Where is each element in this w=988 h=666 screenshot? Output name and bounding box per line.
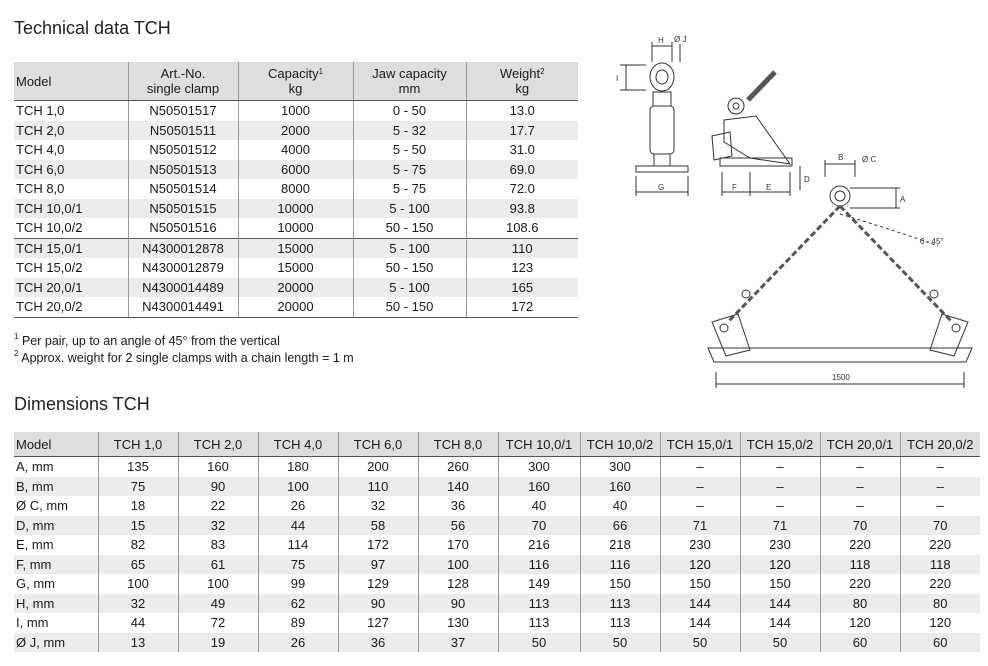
table-cell: 97 <box>338 555 418 575</box>
table-cell: 26 <box>258 496 338 516</box>
table-cell: 200 <box>338 457 418 477</box>
table-cell: 150 <box>740 574 820 594</box>
table-cell: 160 <box>178 457 258 477</box>
header-model-column: TCH 20,0/1 <box>820 432 900 457</box>
dim-label-j: Ø J <box>674 35 687 44</box>
header-model-column: TCH 15,0/2 <box>740 432 820 457</box>
model-cell: TCH 6,0 <box>14 160 128 180</box>
table-cell: – <box>820 457 900 477</box>
table-row <box>14 140 578 160</box>
table-cell: 37 <box>418 633 498 653</box>
table-cell: N4300012879 <box>128 258 238 278</box>
table-row <box>14 633 980 653</box>
table-cell: 118 <box>900 555 980 575</box>
table-cell: 220 <box>820 574 900 594</box>
table-cell: 15000 <box>238 238 353 258</box>
table-cell: 50 <box>660 633 740 653</box>
table-cell: 144 <box>660 613 740 633</box>
technical-data-title: Technical data TCH <box>14 18 171 38</box>
table-cell: 72 <box>178 613 258 633</box>
table-cell: 56 <box>418 516 498 536</box>
table-cell: 144 <box>740 613 820 633</box>
table-cell: 100 <box>178 574 258 594</box>
table-cell: 150 <box>580 574 660 594</box>
table-cell: 20000 <box>238 278 353 298</box>
model-cell: TCH 15,0/1 <box>14 238 128 258</box>
table-cell: – <box>900 457 980 477</box>
table-cell: 5 - 75 <box>353 179 466 199</box>
table-cell: 165 <box>466 278 578 298</box>
table-header-row <box>14 62 578 101</box>
table-cell: 144 <box>660 594 740 614</box>
table-cell: 49 <box>178 594 258 614</box>
header-model-column: TCH 15,0/1 <box>660 432 740 457</box>
table-row <box>14 516 980 536</box>
table-cell: 60 <box>820 633 900 653</box>
table-cell: 50 <box>580 633 660 653</box>
table-cell: 61 <box>178 555 258 575</box>
table-cell: 160 <box>580 477 660 497</box>
header-model: Model <box>14 432 98 457</box>
table-cell: 15 <box>98 516 178 536</box>
table-cell: 44 <box>98 613 178 633</box>
table-row <box>14 457 980 477</box>
table-cell: 5 - 75 <box>353 160 466 180</box>
table-row <box>14 179 578 199</box>
table-cell: N4300012878 <box>128 238 238 258</box>
table-cell: 18 <box>98 496 178 516</box>
table-cell: 80 <box>900 594 980 614</box>
table-row <box>14 574 980 594</box>
table-cell: 6000 <box>238 160 353 180</box>
header-model-column: TCH 4,0 <box>258 432 338 457</box>
table-cell: 120 <box>820 613 900 633</box>
table-cell: 110 <box>466 238 578 258</box>
angle-label: 0 - 45° <box>920 237 944 246</box>
table-row <box>14 121 578 141</box>
table-cell: 110 <box>338 477 418 497</box>
dimension-label-cell: G, mm <box>16 576 55 592</box>
table-cell: 20000 <box>238 297 353 317</box>
table-cell: N50501515 <box>128 199 238 219</box>
table-cell: 66 <box>580 516 660 536</box>
table-cell: N50501517 <box>128 101 238 121</box>
table-cell: N50501511 <box>128 121 238 141</box>
dim-label-f: F <box>732 183 737 192</box>
table-cell: 32 <box>178 516 258 536</box>
table-row <box>14 218 578 238</box>
dimensions-title: Dimensions TCH <box>14 394 150 414</box>
table-row <box>14 238 578 258</box>
table-cell: 15000 <box>238 258 353 278</box>
model-cell: TCH 15,0/2 <box>16 260 83 276</box>
table-cell: 230 <box>740 535 820 555</box>
table-cell: 114 <box>258 535 338 555</box>
table-row <box>14 199 578 219</box>
clamp-side-view <box>620 42 688 196</box>
table-cell: 36 <box>418 496 498 516</box>
dimension-label-cell: E, mm <box>16 537 54 553</box>
header-model-column: TCH 1,0 <box>98 432 178 457</box>
table-cell: 218 <box>580 535 660 555</box>
table-cell: 220 <box>900 574 980 594</box>
table-cell: – <box>660 457 740 477</box>
model-cell: TCH 10,0/1 <box>14 199 128 219</box>
table-cell: 99 <box>258 574 338 594</box>
table-cell: 120 <box>660 555 740 575</box>
header-model-column: TCH 10,0/1 <box>498 432 580 457</box>
clamp-front-view <box>712 72 800 196</box>
table-cell: – <box>820 496 900 516</box>
table-cell: 1000 <box>238 101 353 121</box>
model-cell: TCH 2,0 <box>14 121 128 141</box>
table-cell: N50501516 <box>128 218 238 238</box>
table-cell: 129 <box>338 574 418 594</box>
clamp-technical-drawing <box>600 32 980 392</box>
table-cell: 140 <box>418 477 498 497</box>
table-cell: 50 - 150 <box>353 218 466 238</box>
table-cell: 70 <box>498 516 580 536</box>
dim-label-e: E <box>766 183 772 192</box>
table-cell: 22 <box>178 496 258 516</box>
table-cell: 31.0 <box>466 140 578 160</box>
table-row <box>14 535 980 555</box>
table-row <box>14 258 578 278</box>
footnote-2: $^2$ Approx. weight for 2 single clamps with a chain length = 1 m <box>14 349 354 365</box>
dim-label-a: A <box>900 195 906 204</box>
table-cell: 13 <box>98 633 178 653</box>
table-cell: 150 <box>660 574 740 594</box>
table-cell: 220 <box>900 535 980 555</box>
table-cell: N50501512 <box>128 140 238 160</box>
header-jaw-capacity: Jaw capacity mm <box>353 62 466 101</box>
table-cell: 90 <box>178 477 258 497</box>
table-cell: 123 <box>466 258 578 278</box>
table-cell: 71 <box>660 516 740 536</box>
table-cell: – <box>820 477 900 497</box>
model-cell: TCH 4,0 <box>16 142 65 158</box>
table-cell: – <box>740 496 820 516</box>
table-cell: 2000 <box>238 121 353 141</box>
table-cell: – <box>900 477 980 497</box>
table-cell: 230 <box>660 535 740 555</box>
table-cell: 17.7 <box>466 121 578 141</box>
table-cell: 72.0 <box>466 179 578 199</box>
table-cell: 127 <box>338 613 418 633</box>
table-cell: 0 - 50 <box>353 101 466 121</box>
table-cell: 10000 <box>238 218 353 238</box>
table-cell: 44 <box>258 516 338 536</box>
table-cell: 50 <box>740 633 820 653</box>
table-cell: 90 <box>418 594 498 614</box>
table-cell: 10000 <box>238 199 353 219</box>
dimension-label-cell: B, mm <box>14 477 98 497</box>
dim-label-h: H <box>658 36 664 45</box>
table-cell: 170 <box>418 535 498 555</box>
table-cell: 71 <box>740 516 820 536</box>
table-cell: 300 <box>580 457 660 477</box>
table-cell: 83 <box>178 535 258 555</box>
table-cell: 116 <box>580 555 660 575</box>
table-cell: 120 <box>740 555 820 575</box>
table-cell: – <box>660 477 740 497</box>
table-cell: 82 <box>98 535 178 555</box>
table-cell: 89 <box>258 613 338 633</box>
table-header-row <box>14 432 980 457</box>
table-cell: 108.6 <box>466 218 578 238</box>
table-cell: 120 <box>900 613 980 633</box>
dimension-label-cell: A, mm <box>16 459 54 475</box>
table-cell: 5 - 100 <box>353 199 466 219</box>
technical-data-table <box>14 62 578 318</box>
dimensions-table <box>14 432 980 652</box>
table-cell: 4000 <box>238 140 353 160</box>
table-cell: N4300014489 <box>128 278 238 298</box>
table-cell: 50 - 150 <box>353 297 466 317</box>
table-cell: 8000 <box>238 179 353 199</box>
table-cell: 220 <box>820 535 900 555</box>
table-cell: 160 <box>498 477 580 497</box>
table-cell: 128 <box>418 574 498 594</box>
header-art-no: Art.-No. single clamp <box>128 62 238 101</box>
table-cell: 70 <box>900 516 980 536</box>
table-cell: 180 <box>258 457 338 477</box>
table-cell: 19 <box>178 633 258 653</box>
header-model-column: TCH 6,0 <box>338 432 418 457</box>
table-cell: 60 <box>900 633 980 653</box>
dimension-label-cell: I, mm <box>16 615 49 631</box>
table-cell: 100 <box>98 574 178 594</box>
header-model-column: TCH 8,0 <box>418 432 498 457</box>
table-cell: 69.0 <box>466 160 578 180</box>
table-cell: 70 <box>820 516 900 536</box>
footnote-1: $^1$ Per pair, up to an angle of 45° from the vertical <box>14 332 280 348</box>
table-cell: 32 <box>338 496 418 516</box>
table-cell: 26 <box>258 633 338 653</box>
table-cell: N4300014491 <box>128 297 238 317</box>
table-cell: 75 <box>258 555 338 575</box>
model-cell: TCH 8,0 <box>16 181 65 197</box>
dim-label-i: I <box>616 74 619 83</box>
header-model: Model <box>14 62 128 101</box>
header-model-column: TCH 10,0/2 <box>580 432 660 457</box>
table-cell: 90 <box>338 594 418 614</box>
table-cell: 5 - 50 <box>353 140 466 160</box>
model-cell: TCH 20,0/1 <box>14 278 128 298</box>
header-capacity: Capacity$^1$ kg <box>238 62 353 101</box>
table-cell: 130 <box>418 613 498 633</box>
table-cell: 36 <box>338 633 418 653</box>
table-cell: 100 <box>418 555 498 575</box>
header-weight: Weight$^2$ kg <box>466 62 578 101</box>
dimension-label-cell: F, mm <box>14 555 98 575</box>
table-cell: 5 - 32 <box>353 121 466 141</box>
table-cell: 172 <box>466 297 578 317</box>
table-cell: 113 <box>498 613 580 633</box>
table-cell: 135 <box>98 457 178 477</box>
table-cell: 40 <box>498 496 580 516</box>
table-cell: 50 <box>498 633 580 653</box>
table-cell: 5 - 100 <box>353 278 466 298</box>
dimension-label-cell: D, mm <box>14 516 98 536</box>
dimension-label-cell: Ø J, mm <box>14 633 98 653</box>
model-cell: TCH 20,0/2 <box>14 297 128 317</box>
model-cell: TCH 1,0 <box>16 103 65 119</box>
header-model-column: TCH 2,0 <box>178 432 258 457</box>
table-cell: 32 <box>98 594 178 614</box>
table-cell: – <box>900 496 980 516</box>
table-row <box>14 477 980 497</box>
table-row <box>14 496 980 516</box>
table-cell: 5 - 100 <box>353 238 466 258</box>
dimension-label-cell: Ø C, mm <box>16 498 68 514</box>
header-model-column: TCH 20,0/2 <box>900 432 980 457</box>
table-cell: 113 <box>580 613 660 633</box>
clamp-pair-view <box>708 160 972 388</box>
table-row <box>14 613 980 633</box>
model-cell: TCH 10,0/2 <box>16 220 83 236</box>
span-label: 1500 <box>832 373 850 382</box>
table-row <box>14 555 980 575</box>
dim-label-c: Ø C <box>862 155 877 164</box>
table-cell: 62 <box>258 594 338 614</box>
table-cell: 113 <box>580 594 660 614</box>
dimension-label-cell: H, mm <box>14 594 98 614</box>
table-cell: 40 <box>580 496 660 516</box>
table-row <box>14 160 578 180</box>
table-row <box>14 278 578 298</box>
dim-label-d: D <box>804 175 810 184</box>
table-cell: 172 <box>338 535 418 555</box>
table-cell: 144 <box>740 594 820 614</box>
table-cell: 58 <box>338 516 418 536</box>
dim-label-g: G <box>658 183 665 192</box>
table-cell: 216 <box>498 535 580 555</box>
table-cell: – <box>740 477 820 497</box>
table-cell: 149 <box>498 574 580 594</box>
table-cell: 300 <box>498 457 580 477</box>
table-cell: – <box>660 496 740 516</box>
table-cell: 75 <box>98 477 178 497</box>
table-cell: 116 <box>498 555 580 575</box>
table-cell: 260 <box>418 457 498 477</box>
table-cell: 13.0 <box>466 101 578 121</box>
table-cell: 65 <box>98 555 178 575</box>
table-cell: 80 <box>820 594 900 614</box>
table-cell: 118 <box>820 555 900 575</box>
table-cell: 100 <box>258 477 338 497</box>
table-cell: – <box>740 457 820 477</box>
table-row <box>14 297 578 317</box>
table-cell: N50501514 <box>128 179 238 199</box>
table-row <box>14 101 578 121</box>
table-cell: 93.8 <box>466 199 578 219</box>
table-row <box>14 594 980 614</box>
table-cell: 50 - 150 <box>353 258 466 278</box>
dim-label-b: B <box>838 153 844 162</box>
table-cell: N50501513 <box>128 160 238 180</box>
table-cell: 113 <box>498 594 580 614</box>
